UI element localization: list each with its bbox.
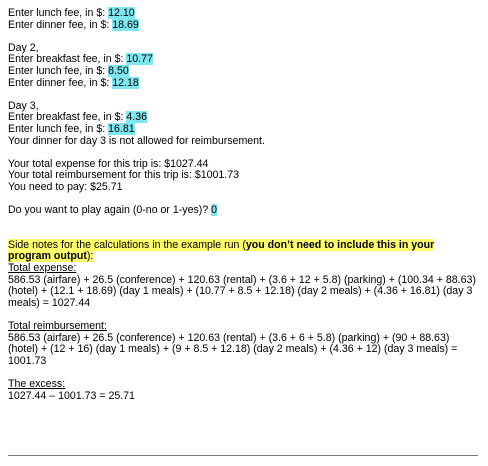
day3-dinner-note: Your dinner for day 3 is not allowed for reimbursement. — [8, 134, 265, 147]
day2-dinner-line — [8, 78, 478, 90]
day3-lunch-line — [8, 124, 478, 136]
play-again-line — [8, 205, 478, 217]
day2-header: Day 2, — [8, 41, 39, 54]
dinner-fee-prompt: Enter dinner fee, in $: — [8, 18, 113, 31]
breakfast-fee-prompt: Enter breakfast fee, in $: — [8, 111, 127, 124]
lunch-fee-value: 8.50 — [108, 64, 129, 77]
excess-calculation: 1027.44 – 1001.73 = 25.71 — [8, 389, 135, 402]
dinner-fee-value: 18.69 — [112, 18, 139, 31]
total-reimbursement-line: Your total reimbursement for this trip is: $1001.73 — [8, 169, 240, 182]
total-reimbursement-heading: Total reimbursement: — [8, 320, 107, 333]
total-expense-heading: Total expense: — [8, 262, 77, 275]
total-expense-calculation: 586.53 (airfare) + 26.5 (conference) + 120.63 (rental) + (3.6 + 12 + 5.8) (parking) + (100.34 + 88.63) (hotel) + (12.1 + 18.69) (day 1 meals) + (10.77 + 8.5 + 12.18) (day 2 meals) + (4.36 + 16.81) (day 3 meals) = 1027.44 — [8, 273, 476, 309]
lunch-fee-prompt: Enter lunch fee, in $: — [8, 64, 109, 77]
dinner-fee-value: 12.18 — [112, 76, 139, 89]
bottom-divider — [8, 455, 478, 456]
total-reimbursement-calculation: 586.53 (airfare) + 26.5 (conference) + 120.63 (rental) + (3.6 + 6 + 5.8) (parking) + (90 + 88.63) (hotel) + (12 + 16) (day 1 meals) + (9 + 8.5 + 12.18) (day 2 meals) + (4.36 + 12) (day 3 meals) = 1001.73 — [8, 331, 458, 367]
lunch-fee-prompt: Enter lunch fee, in $: — [8, 7, 109, 19]
day3-header: Day 3, — [8, 99, 39, 112]
breakfast-fee-value: 4.36 — [126, 111, 147, 124]
dinner-fee-prompt: Enter dinner fee, in $: — [8, 76, 113, 89]
lunch-fee-prompt: Enter lunch fee, in $: — [8, 122, 109, 135]
dinner-fee-line — [8, 20, 478, 32]
play-again-prompt: Do you want to play again (0-no or 1-yes)? — [8, 204, 212, 217]
document-page — [8, 8, 478, 402]
breakfast-fee-prompt: Enter breakfast fee, in $: — [8, 53, 127, 66]
play-again-value: 0 — [211, 204, 218, 217]
side-notes-intro — [8, 240, 478, 263]
side-notes-intro-end: ): — [86, 250, 94, 263]
excess-heading: The excess: — [8, 378, 66, 390]
lunch-fee-value: 12.10 — [108, 7, 135, 19]
total-expense-line: Your total expense for this trip is: $1027.44 — [8, 157, 209, 170]
side-notes-intro-text: Side notes for the calculations in the example run ( — [8, 238, 246, 251]
need-to-pay-line: You need to pay: $25.71 — [8, 180, 123, 193]
breakfast-fee-value: 10.77 — [126, 53, 153, 66]
lunch-fee-value: 16.81 — [108, 122, 135, 135]
side-notes-intro-bold: you don’t need to include this in your program output — [8, 238, 435, 263]
